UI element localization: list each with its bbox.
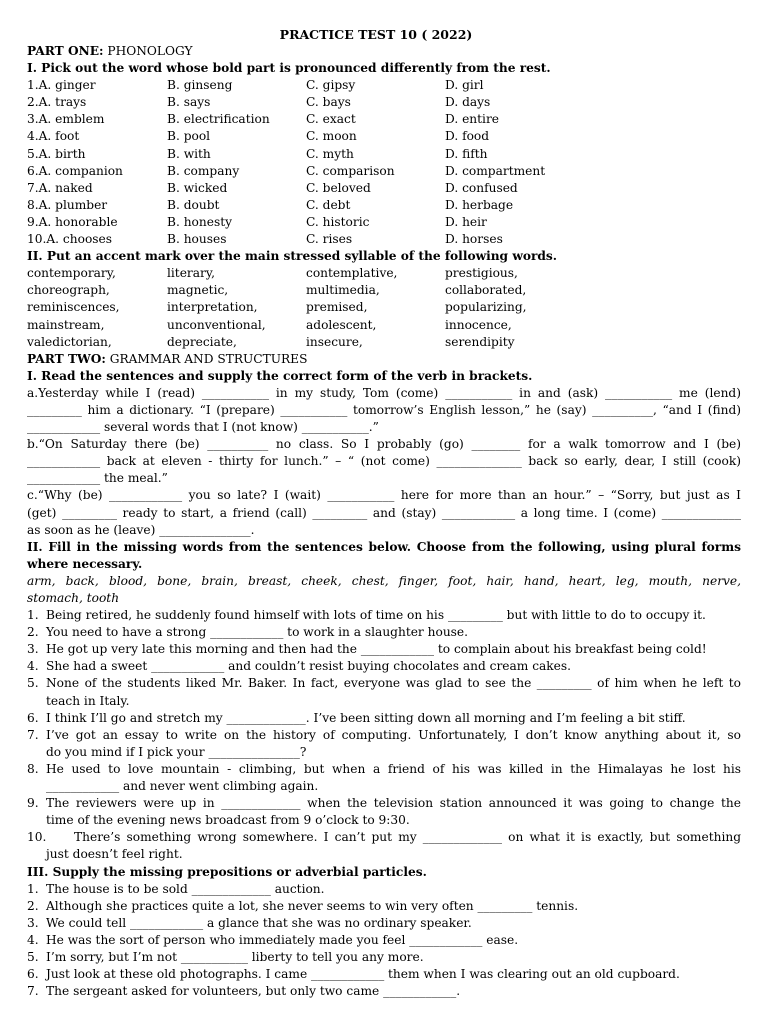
item-line: I’ve got an essay to write on the history of computing. Unfortunately, I don’t know anything about it, so (46, 727, 741, 742)
stress-word: choreograph, (27, 283, 110, 298)
fill-in-item (27, 761, 741, 795)
option-c: C. moon (306, 129, 357, 144)
item-number: 9. (27, 796, 39, 811)
item-text (46, 710, 741, 727)
option-c: C. beloved (306, 180, 371, 195)
option-d: D. entire (445, 112, 499, 127)
item-number: 2. (27, 625, 39, 640)
prepositions-list (27, 881, 741, 1001)
item-number: 7. (27, 984, 39, 999)
item-text (46, 761, 741, 795)
fill-in-item (27, 607, 741, 624)
stress-word: popularizing, (445, 300, 527, 315)
page-title: PRACTICE TEST 10 ( 2022) (279, 27, 473, 42)
part-one-topic: PHONOLOGY (103, 44, 193, 58)
paragraph-line: ____________ back at eleven - thirty for lunch.” – “ (not come) ______________ back so early, dear, I still (cook) (27, 454, 741, 469)
option-b: B. electrification (167, 112, 270, 127)
stress-words-row (27, 265, 741, 282)
option-c: C. comparison (306, 163, 395, 178)
option-d: D. food (445, 129, 490, 144)
paragraph-line: _________ him a dictionary. “I (prepare) ___________ tomorrow’s English lesson,” he (say) __________, “and I (find) (27, 402, 741, 417)
option-c: C. debt (306, 197, 351, 212)
stress-word: insecure, (306, 334, 363, 349)
item-text (46, 829, 741, 863)
item-number: 3. (27, 915, 39, 930)
item-number: 6. (27, 967, 39, 982)
fill-in-item (27, 829, 741, 863)
item-text: He was the sort of person who immediately made you feel ____________ ease. (46, 932, 519, 947)
item-line: You need to have a strong ____________ to work in a slaughter house. (46, 625, 469, 640)
fill-in-item (27, 710, 741, 727)
grammar-section-2-title: II. Fill in the missing words from the sentences below. Choose from the following, using plural forms (27, 539, 741, 554)
option-a: 5.A. birth (27, 146, 86, 161)
stress-word: multimedia, (306, 283, 380, 298)
option-d: D. compartment (445, 163, 546, 178)
item-number: 4. (27, 659, 39, 674)
stress-word: mainstream, (27, 317, 105, 332)
grammar-section-3-title: III. Supply the missing prepositions or adverbial particles. (27, 864, 427, 879)
stress-words-grid (27, 265, 741, 350)
item-text: We could tell ____________ a glance that she was no ordinary speaker. (46, 915, 472, 930)
phonology-section-2-title: II. Put an accent mark over the main stressed syllable of the following words. (27, 249, 557, 264)
verb-paragraph-c (27, 487, 741, 538)
grammar-section-2-title-cont: where necessary. (27, 556, 143, 571)
item-number: 3. (27, 642, 39, 657)
pronunciation-row (27, 180, 741, 197)
item-text: The house is to be sold _____________ auction. (46, 881, 325, 896)
item-line: do you mind if I pick your _______________? (46, 744, 307, 759)
preposition-item (27, 881, 741, 898)
item-text (46, 675, 741, 709)
item-number: 10. (27, 830, 47, 845)
item-text: The sergeant asked for volunteers, but only two came ____________. (46, 984, 461, 999)
preposition-item (27, 949, 741, 966)
item-text: Although she practices quite a lot, she never seems to win very often _________ tennis. (46, 898, 579, 913)
paragraph-line: (get) _________ ready to start, a friend (call) _________ and (stay) ____________ a long time. I (come) _____________ (27, 505, 741, 520)
option-d: D. heir (445, 214, 487, 229)
item-number: 2. (27, 898, 39, 913)
item-number: 5. (27, 949, 39, 964)
item-number: 7. (27, 727, 39, 742)
option-b: B. houses (167, 232, 227, 247)
option-d: D. fifth (445, 146, 488, 161)
item-line: There’s something wrong somewhere. I can’t put my _____________ on what it is exactly, but something (74, 830, 741, 845)
part-two-label: PART TWO: (27, 351, 106, 366)
option-c: C. exact (306, 112, 356, 127)
stress-word: contemplative, (306, 266, 398, 281)
item-line: He got up very late this morning and then had the ____________ to complain about his breakfast being cold! (46, 642, 707, 657)
stress-word: depreciate, (167, 334, 237, 349)
word-bank: arm, back, blood, bone, brain, breast, cheek, chest, finger, foot, hair, hand, heart, leg, mouth, nerve, (27, 573, 741, 588)
option-b: B. ginseng (167, 78, 233, 93)
option-c: C. historic (306, 214, 370, 229)
item-number: 1. (27, 881, 39, 896)
stress-word: reminiscences, (27, 300, 120, 315)
item-line: teach in Italy. (46, 693, 130, 708)
option-b: B. doubt (167, 197, 220, 212)
option-a: 10.A. chooses (27, 232, 113, 247)
stress-words-row (27, 317, 741, 334)
verb-paragraph-a (27, 385, 741, 436)
item-line: None of the students liked Mr. Baker. In fact, everyone was glad to see the _________ of him when he left to (46, 676, 741, 691)
word-bank-cont: stomach, tooth (27, 591, 120, 605)
pronunciation-row (27, 231, 741, 248)
item-number: 5. (27, 676, 39, 691)
part-two-topic: GRAMMAR AND STRUCTURES (105, 351, 308, 366)
stress-word: premised, (306, 300, 368, 315)
item-text (46, 658, 741, 675)
option-c: C. myth (306, 146, 354, 161)
item-text (46, 795, 741, 829)
item-text: Just look at these old photographs. I came ____________ them when I was clearing out an old cupboard. (46, 967, 680, 982)
option-b: B. company (167, 163, 240, 178)
item-number: 6. (27, 710, 39, 725)
part-two-heading (27, 351, 741, 368)
part-one-heading (27, 43, 741, 60)
pronunciation-row (27, 111, 741, 128)
fill-in-item (27, 624, 741, 641)
pronunciation-row (27, 94, 741, 111)
item-line: time of the evening news broadcast from 9 o’clock to 9:30. (46, 813, 410, 828)
option-b: B. says (167, 95, 211, 110)
item-line: She had a sweet ____________ and couldn’t resist buying chocolates and cream cakes. (46, 659, 572, 674)
stress-words-row (27, 282, 741, 299)
phonology-section-1-title: I. Pick out the word whose bold part is pronounced differently from the rest. (27, 61, 551, 76)
stress-word: magnetic, (167, 283, 229, 298)
option-c: C. bays (306, 95, 351, 110)
item-text: I’m sorry, but I’m not ___________ liberty to tell you any more. (46, 949, 424, 964)
option-a: 8.A. plumber (27, 197, 108, 212)
item-text (46, 607, 741, 624)
option-d: D. herbage (445, 197, 514, 212)
fill-in-item (27, 658, 741, 675)
paragraph-line: as soon as he (leave) _______________. (27, 522, 255, 537)
item-line: just doesn’t feel right. (46, 847, 183, 862)
preposition-item (27, 915, 741, 932)
fill-in-list (27, 607, 741, 863)
stress-word: literary, (167, 266, 215, 281)
pronunciation-row (27, 146, 741, 163)
item-number: 4. (27, 932, 39, 947)
option-d: D. days (445, 95, 491, 110)
option-d: D. horses (445, 232, 503, 247)
part-one-label: PART ONE: (27, 44, 104, 58)
worksheet-page (27, 26, 741, 1000)
option-b: B. honesty (167, 214, 232, 229)
option-a: 7.A. naked (27, 180, 93, 195)
stress-word: collaborated, (445, 283, 527, 298)
item-line: ____________ and never went climbing again. (46, 779, 319, 794)
option-c: C. gipsy (306, 78, 356, 93)
preposition-item (27, 983, 741, 1000)
item-number: 1. (27, 608, 39, 623)
option-a: 9.A. honorable (27, 214, 118, 229)
fill-in-item (27, 795, 741, 829)
pronunciation-row (27, 214, 741, 231)
stress-word: prestigious, (445, 266, 518, 281)
option-d: D. girl (445, 78, 484, 93)
item-number: 8. (27, 761, 39, 776)
fill-in-item (27, 675, 741, 709)
pronunciation-row (27, 128, 741, 145)
item-line: I think I’ll go and stretch my _____________. I’ve been sitting down all morning and I’m feeling a bit stiff. (46, 710, 686, 725)
option-a: 6.A. companion (27, 163, 123, 178)
stress-word: serendipity (445, 334, 515, 349)
option-a: 3.A. emblem (27, 112, 105, 127)
pronunciation-options-grid (27, 77, 741, 248)
preposition-item (27, 966, 741, 983)
paragraph-line: a.Yesterday while I (read) ___________ in my study, Tom (come) ___________ in and (ask) ___________ me (lend) (27, 385, 741, 400)
stress-word: valedictorian, (27, 334, 112, 349)
stress-word: contemporary, (27, 266, 116, 281)
item-line: He used to love mountain - climbing, but when a friend of his was killed in the Himalayas he lost his (46, 761, 741, 776)
preposition-item (27, 898, 741, 915)
option-a: 4.A. foot (27, 129, 80, 144)
option-b: B. pool (167, 129, 211, 144)
stress-word: interpretation, (167, 300, 258, 315)
verb-paragraph-b (27, 436, 741, 487)
grammar-section-1-title: I. Read the sentences and supply the correct form of the verb in brackets. (27, 368, 533, 383)
fill-in-item (27, 641, 741, 658)
preposition-item (27, 932, 741, 949)
stress-word: innocence, (445, 317, 512, 332)
paragraph-line: c.“Why (be) ____________ you so late? I (wait) ___________ here for more than an hour.” – “Sorry, but just as I (27, 488, 741, 503)
item-line: The reviewers were up in _____________ when the television station announced it was going to change the (46, 796, 741, 811)
fill-in-item (27, 727, 741, 761)
option-c: C. rises (306, 232, 353, 247)
item-line: Being retired, he suddenly found himself with lots of time on his _________ but with little to do to occupy it. (46, 608, 706, 623)
pronunciation-row (27, 163, 741, 180)
option-b: B. with (167, 146, 211, 161)
stress-words-row (27, 334, 741, 351)
option-a: 2.A. trays (27, 95, 87, 110)
stress-words-row (27, 299, 741, 316)
item-text (46, 624, 741, 641)
stress-word: unconventional, (167, 317, 266, 332)
option-b: B. wicked (167, 180, 228, 195)
paragraph-line: b.“On Saturday there (be) __________ no class. So I probably (go) ________ for a walk tomorrow and I (be) (27, 437, 741, 452)
pronunciation-row (27, 77, 741, 94)
option-a: 1.A. ginger (27, 78, 96, 93)
item-text (46, 641, 741, 658)
stress-word: adolescent, (306, 317, 377, 332)
item-text (46, 727, 741, 761)
option-d: D. confused (445, 180, 518, 195)
pronunciation-row (27, 197, 741, 214)
paragraph-line: ____________ the meal.” (27, 471, 168, 486)
paragraph-line: ____________ several words that I (not know) ___________.” (27, 420, 379, 435)
